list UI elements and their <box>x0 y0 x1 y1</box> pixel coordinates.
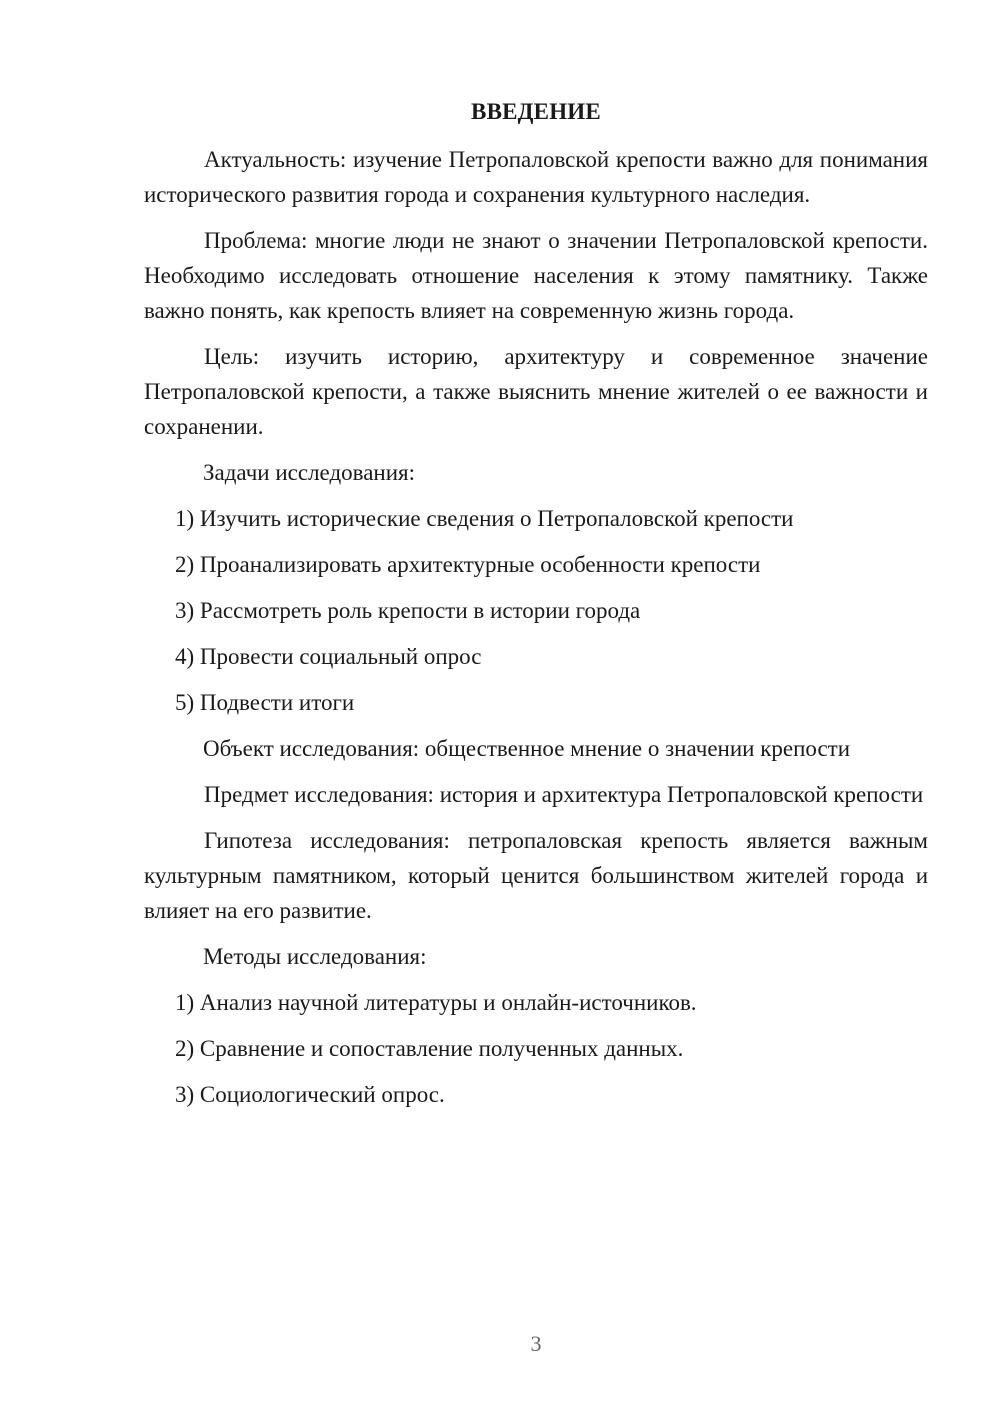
list-item: 5) Подвести итоги <box>175 690 355 715</box>
problem-paragraph: Проблема: многие люди не знают о значении Петропаловской крепости. Необходимо исследовать отношение населения к этому памятнику. Также важно понять, как крепость влияет на современную жизнь города. <box>144 228 928 323</box>
methods-heading: Методы исследования: <box>203 944 427 969</box>
object-paragraph: Объект исследования: общественное мнение о значении крепости <box>203 736 851 761</box>
tasks-heading: Задачи исследования: <box>203 460 416 485</box>
relevance-paragraph: Актуальность: изучение Петропаловской крепости важно для понимания исторического развития города и сохранения культурного наследия. <box>144 147 928 207</box>
hypothesis-paragraph: Гипотеза исследования: петропаловская крепость является важным культурным памятником, который ценится большинством жителей города и влияет на его развитие. <box>144 828 928 923</box>
list-item: 3) Рассмотреть роль крепости в истории города <box>175 598 641 623</box>
list-item: 1) Анализ научной литературы и онлайн-источников. <box>175 990 697 1015</box>
subject-paragraph: Предмет исследования: история и архитектура Петропаловской крепости <box>204 782 924 807</box>
tasks-list <box>144 501 928 720</box>
document-body <box>144 142 928 1123</box>
page-number: 3 <box>530 1331 542 1356</box>
list-item: 4) Провести социальный опрос <box>175 644 482 669</box>
page-title: ВВЕДЕНИЕ <box>471 99 601 124</box>
list-item: 3) Социологический опрос. <box>175 1082 445 1107</box>
list-item: 2) Проанализировать архитектурные особенности крепости <box>175 552 761 577</box>
list-item: 1) Изучить исторические сведения о Петропаловской крепости <box>175 506 794 531</box>
methods-list <box>144 985 928 1112</box>
list-item: 2) Сравнение и сопоставление полученных данных. <box>175 1036 684 1061</box>
goal-paragraph: Цель: изучить историю, архитектуру и современное значение Петропаловской крепости, а также выяснить мнение жителей о ее важности и сохранении. <box>144 344 928 439</box>
